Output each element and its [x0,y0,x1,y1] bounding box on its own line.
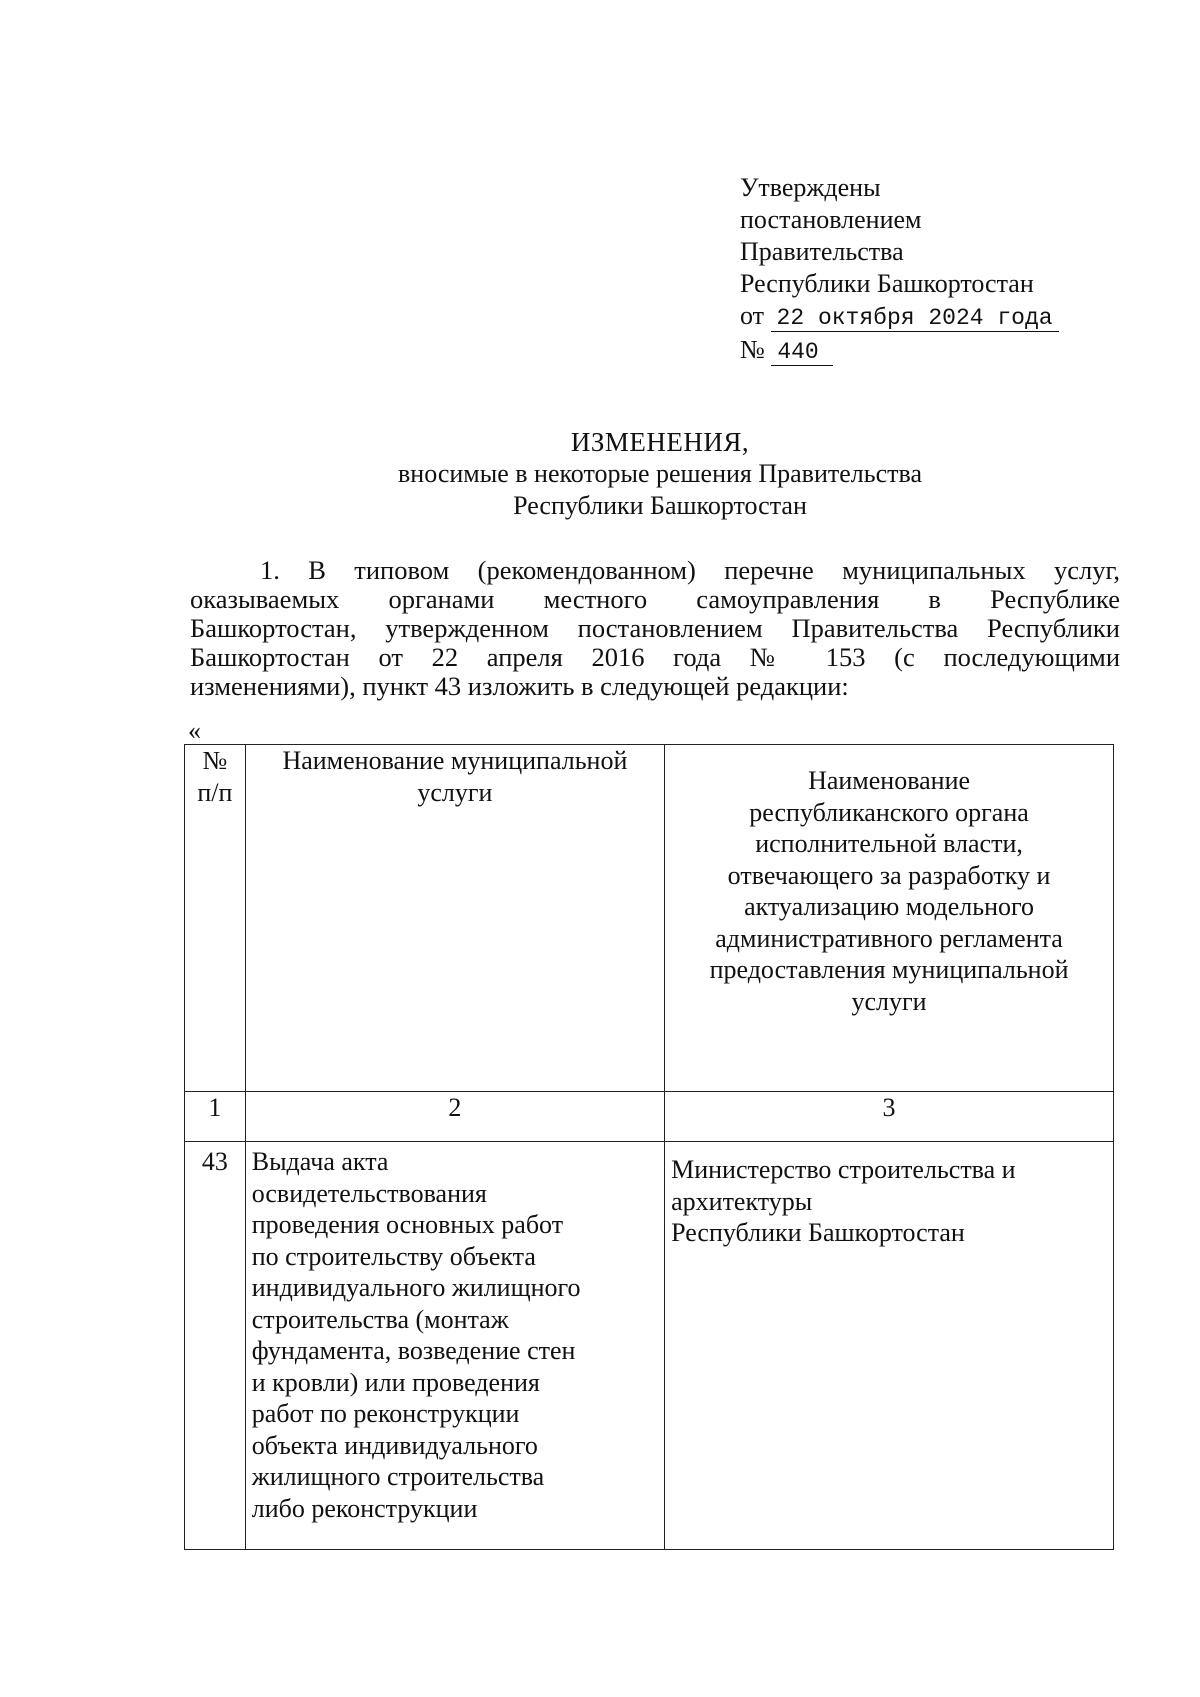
heading-subtitle-line: вносимые в некоторые решения Правительства [398,459,922,488]
service-text: жилищного строительства [251,1462,545,1491]
service-text: либо реконструкции [251,1493,478,1523]
approval-block [740,172,1059,368]
service-text: Выдача акта [251,1147,389,1176]
agency-text: Министерство строительства и [671,1155,1016,1184]
header-text: п/п [197,777,233,807]
paragraph-line: оказываемых органами местного самоуправления в Республике [190,584,1120,614]
paragraph-line: изменениями), пункт 43 изложить в следующей редакции: [190,671,849,701]
paragraph-line: 1. В типовом (рекомендованном) перечне муниципальных услуг, [260,555,1120,585]
header-text: услуги [417,777,493,807]
service-text: объекта индивидуального [251,1430,538,1460]
table-row [185,1142,1114,1550]
header-cell-agency [665,745,1114,1092]
approval-date [740,300,1059,334]
service-text: проведения основных работ [251,1210,564,1239]
agency-text: Республики Башкортостан [671,1218,965,1247]
heading-title: ИЗМЕНЕНИЯ, [570,427,750,457]
date-prefix: от [740,301,765,330]
service-text: индивидуального жилищного [251,1273,581,1302]
header-text: исполнительной власти, [755,829,1023,858]
column-number-cell: 2 [245,1092,664,1142]
body-paragraph [190,556,1120,701]
row-number-cell: 43 [185,1142,246,1550]
service-text: освидетельствования [251,1178,487,1208]
number-prefix: № [740,335,765,364]
header-cell-number [185,745,246,1092]
header-cell-service [245,745,664,1092]
document-heading [300,426,1020,522]
table-header-row [185,745,1114,1092]
header-text: отвечающего за разработку и [727,860,1051,890]
open-quote: « [188,716,201,745]
date-value: 22 октября 2024 года [771,305,1059,332]
services-table [184,744,1114,1550]
column-number-row [185,1092,1114,1142]
header-text: Наименование муниципальной [282,746,628,775]
column-number-cell: 1 [185,1092,246,1142]
service-text: работ по реконструкции [251,1399,520,1428]
paragraph-line: Башкортостан от 22 апреля 2016 года № 153 (с последующими [190,642,1120,672]
header-text: административного регламента [715,923,1063,953]
service-text: строительства (монтаж [251,1304,509,1334]
header-text: № [202,746,228,775]
column-number-cell: 3 [665,1092,1114,1142]
approval-number [740,334,1059,368]
heading-subtitle-line: Республики Башкортостан [513,491,807,520]
service-text: по строительству объекта [251,1241,536,1271]
header-text: республиканского органа [749,797,1029,827]
header-text: Наименование [808,766,971,795]
approval-line: Правительства [740,237,904,266]
header-text: предоставления муниципальной [709,955,1069,984]
header-text: актуализацию модельного [744,892,1035,921]
approval-line: Республики Башкортостан [740,269,1034,298]
approval-line: Утверждены [740,173,881,202]
row-agency-cell [665,1142,1114,1550]
paragraph-line: Башкортостан, утвержденном постановлением Правительства Республики [190,613,1120,643]
row-service-cell [245,1142,664,1550]
number-value: 440 [771,339,832,366]
header-text: услуги [851,986,927,1016]
service-text: и кровли) или проведения [251,1367,540,1397]
service-text: фундамента, возведение стен [251,1336,576,1365]
agency-text: архитектуры [671,1186,813,1216]
approval-line: постановлением [740,205,922,234]
